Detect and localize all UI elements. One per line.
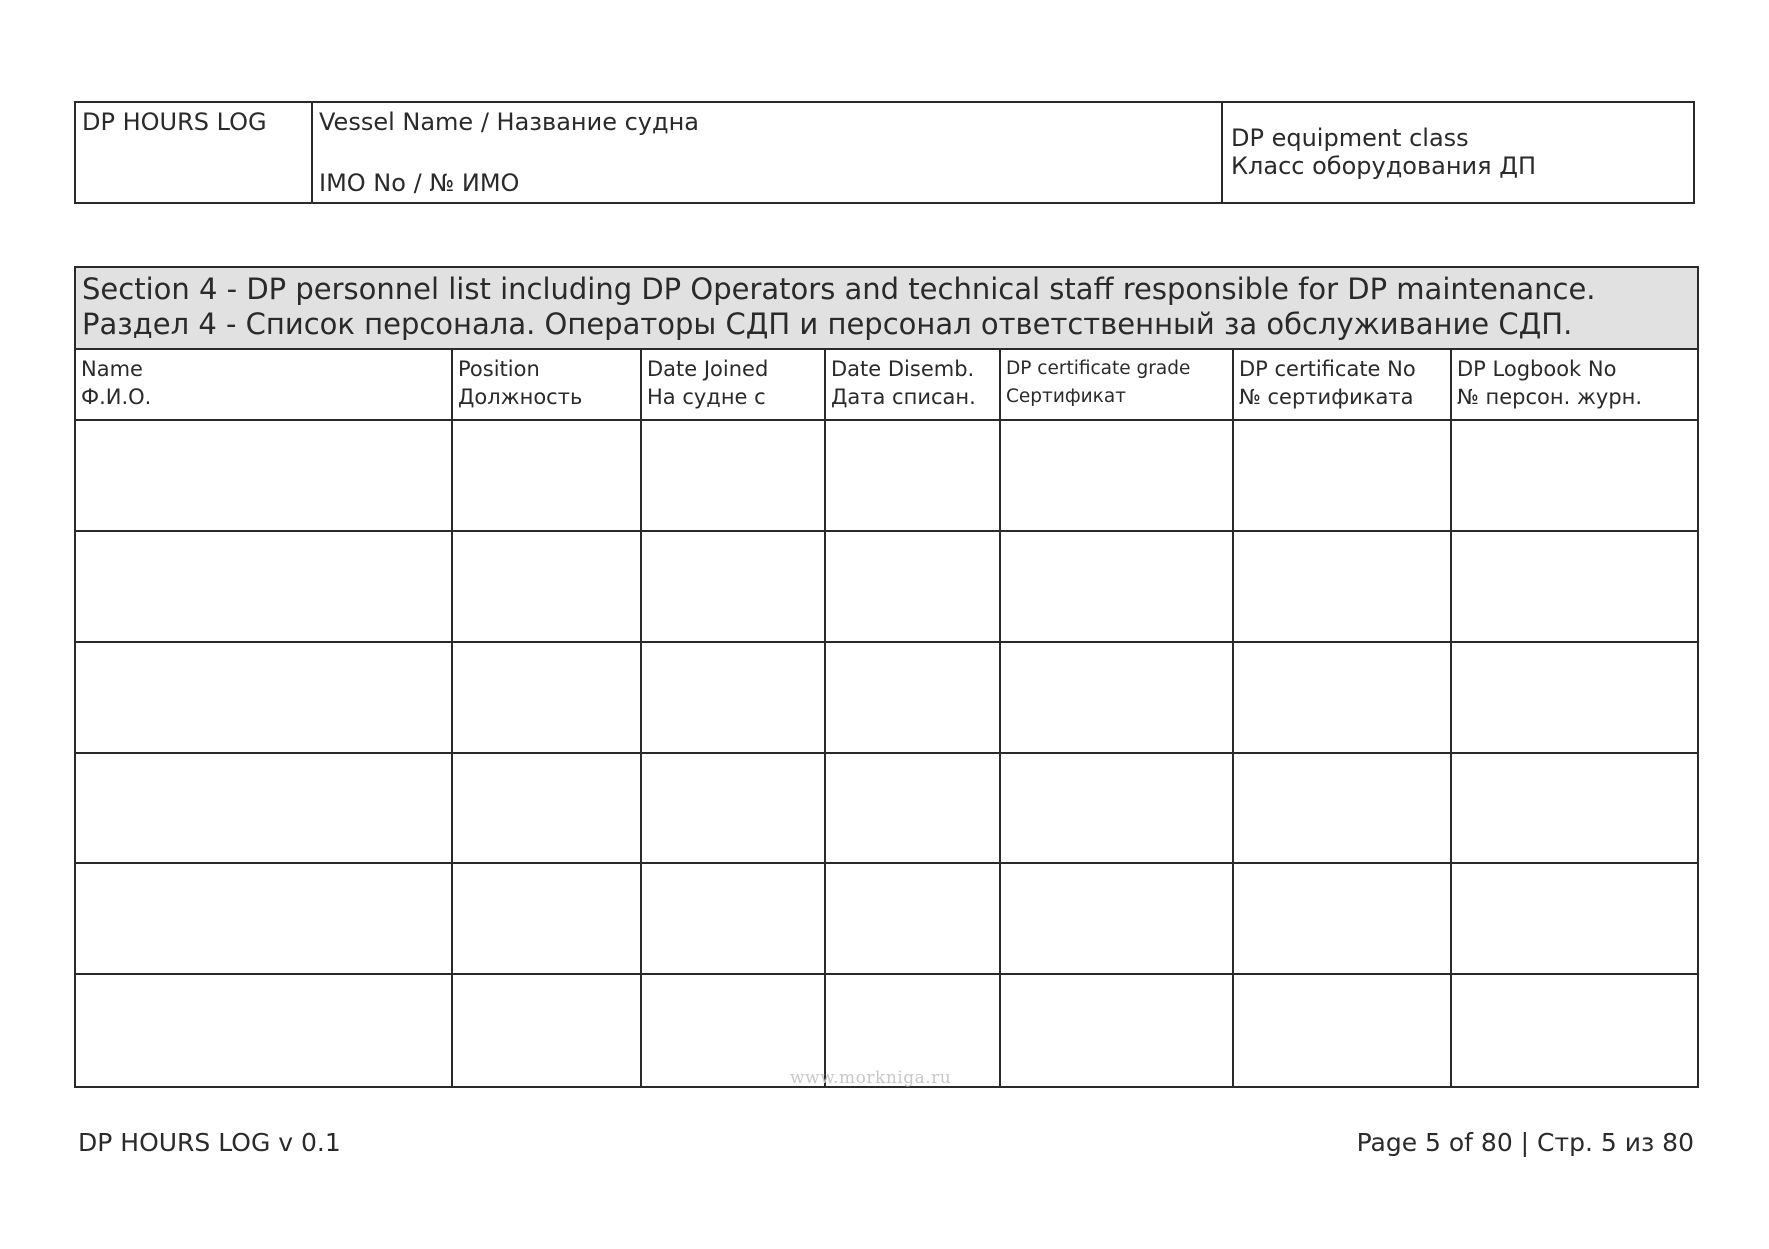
header-box (74, 101, 1695, 204)
table-cell[interactable] (826, 754, 1001, 865)
column-header-ru: Дата списан. (831, 385, 976, 409)
table-cell[interactable] (642, 532, 826, 643)
table-cell[interactable] (76, 754, 453, 865)
table-cell[interactable] (1001, 421, 1234, 532)
column-header (453, 350, 642, 421)
table-cell[interactable] (453, 975, 642, 1086)
table-cell[interactable] (1001, 975, 1234, 1086)
table-cell[interactable] (1001, 532, 1234, 643)
column-header (1234, 350, 1452, 421)
table-cell[interactable] (1452, 975, 1697, 1086)
column-header (76, 350, 453, 421)
table-cell[interactable] (1452, 864, 1697, 975)
table-cell[interactable] (642, 421, 826, 532)
vessel-name-label: Vessel Name / Название судна (319, 108, 699, 136)
column-header-ru: № сертификата (1239, 385, 1414, 409)
column-header-ru: Должность (458, 385, 583, 409)
equipment-class-label-en: DP equipment class (1231, 124, 1469, 152)
table-cell[interactable] (1452, 643, 1697, 754)
table-cell[interactable] (1234, 754, 1452, 865)
table-cell[interactable] (826, 421, 1001, 532)
column-header-en: DP certificate No (1239, 357, 1416, 381)
table-cell[interactable] (1452, 754, 1697, 865)
table-cell[interactable] (1234, 864, 1452, 975)
column-header-en: DP certificate grade (1006, 358, 1191, 379)
table-cell[interactable] (76, 864, 453, 975)
table-cell[interactable] (453, 864, 642, 975)
table-cell[interactable] (453, 754, 642, 865)
table-cell[interactable] (76, 975, 453, 1086)
table-cell[interactable] (1234, 421, 1452, 532)
footer-version: DP HOURS LOG v 0.1 (78, 1128, 341, 1157)
imo-label: IMO No / № ИМО (319, 169, 520, 198)
section-title-ru: Раздел 4 - Список персонала. Операторы СДП и персонал ответственный за обслуживание СДП. (82, 307, 1573, 341)
table-cell[interactable] (826, 864, 1001, 975)
table-cell[interactable] (1452, 532, 1697, 643)
table-cell[interactable] (826, 643, 1001, 754)
table-cell[interactable] (453, 421, 642, 532)
table-cell[interactable] (1234, 532, 1452, 643)
column-header (642, 350, 826, 421)
vessel-info-cell (313, 103, 1223, 202)
table-cell[interactable] (1001, 643, 1234, 754)
column-header-en: Position (458, 357, 540, 381)
table-cell[interactable] (453, 643, 642, 754)
table-cell[interactable] (642, 864, 826, 975)
table-cell[interactable] (826, 532, 1001, 643)
personnel-section (74, 266, 1699, 1088)
column-header (1452, 350, 1697, 421)
column-header-ru: На судне с (647, 385, 766, 409)
log-title-cell (76, 103, 313, 202)
table-cell[interactable] (642, 643, 826, 754)
column-header-en: Date Joined (647, 357, 769, 381)
personnel-table (76, 350, 1697, 1086)
table-cell[interactable] (1001, 864, 1234, 975)
table-cell[interactable] (1234, 643, 1452, 754)
equipment-class-cell (1223, 103, 1693, 202)
log-title: DP HOURS LOG (82, 108, 267, 136)
table-cell[interactable] (453, 532, 642, 643)
column-header-ru: Ф.И.О. (81, 385, 152, 409)
table-cell[interactable] (1001, 754, 1234, 865)
column-header-ru: Сертификат (1006, 386, 1126, 407)
column-header-en: Name (81, 357, 143, 381)
table-cell[interactable] (642, 754, 826, 865)
table-cell[interactable] (1452, 421, 1697, 532)
section-title-en: Section 4 - DP personnel list including DP Operators and technical staff responsible for DP maintenance. (82, 272, 1596, 306)
table-cell[interactable] (76, 643, 453, 754)
table-cell[interactable] (76, 532, 453, 643)
column-header-ru: № персон. журн. (1457, 385, 1643, 409)
table-cell[interactable] (76, 421, 453, 532)
column-header-en: Date Disemb. (831, 357, 975, 381)
watermark: www.morkniga.ru (790, 1068, 952, 1088)
footer-page-number: Page 5 of 80 | Стр. 5 из 80 (1356, 1128, 1694, 1157)
equipment-class-label-ru: Класс оборудования ДП (1231, 151, 1536, 180)
column-header (1001, 350, 1234, 421)
section-title (76, 268, 1697, 350)
column-header (826, 350, 1001, 421)
table-cell[interactable] (1234, 975, 1452, 1086)
column-header-en: DP Logbook No (1457, 357, 1617, 381)
